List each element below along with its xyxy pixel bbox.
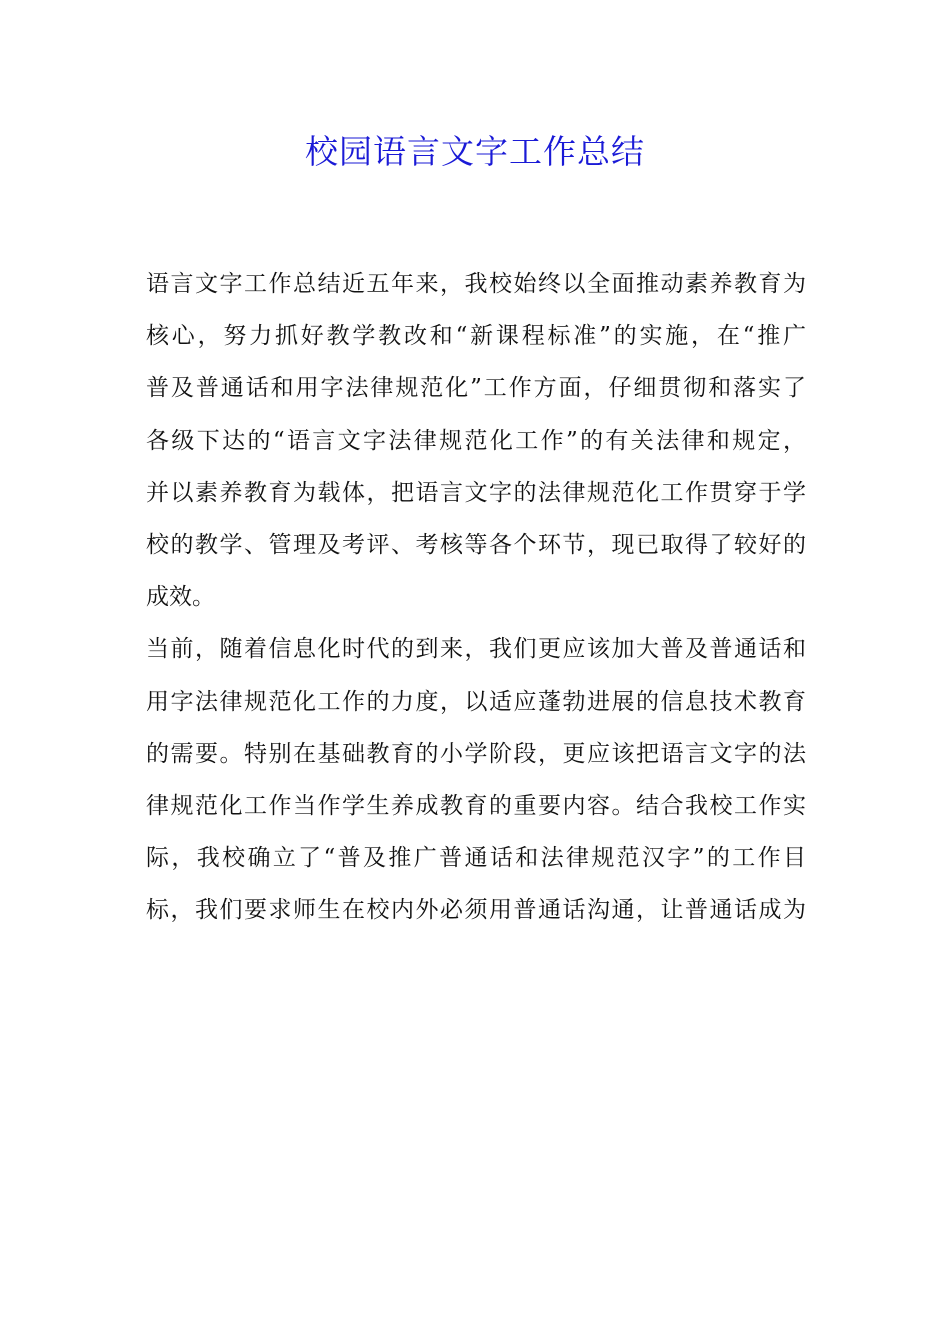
body-line: 的需要。特别在基础教育的小学阶段，更应该把语言文字的法 xyxy=(146,740,806,767)
body-line: 当前，随着信息化时代的到来，我们更应该加大普及普通话和 xyxy=(146,636,806,663)
body-line: 各级下达的“语言文字法律规范化工作”的有关法律和规定， xyxy=(146,427,806,454)
body-line: 语言文字工作总结近五年来，我校始终以全面推动素养教育为 xyxy=(146,271,806,297)
body-line: 校的教学、管理及考评、考核等各个环节，现已取得了较好的 xyxy=(146,531,806,558)
body-line: 普及普通话和用字法律规范化”工作方面，仔细贯彻和落实了 xyxy=(146,375,806,402)
body-line: 并以素养教育为载体，把语言文字的法律规范化工作贯穿于学 xyxy=(146,479,806,506)
body-line: 律规范化工作当作学生养成教育的重要内容。结合我校工作实 xyxy=(146,792,806,819)
body-line: 成效。 xyxy=(146,584,215,611)
body-line: 用字法律规范化工作的力度，以适应蓬勃进展的信息技术教育 xyxy=(146,688,806,715)
body-line: 际，我校确立了“普及推广普通话和法律规范汉字”的工作目 xyxy=(146,845,806,872)
body-line: 核心，努力抓好教学教改和“新课程标准”的实施，在“推广 xyxy=(146,323,806,350)
document-body xyxy=(146,258,806,936)
document-title: 校园语言文字工作总结 xyxy=(305,132,645,171)
body-line: 标，我们要求师生在校内外必须用普通话沟通，让普通话成为 xyxy=(146,897,806,924)
